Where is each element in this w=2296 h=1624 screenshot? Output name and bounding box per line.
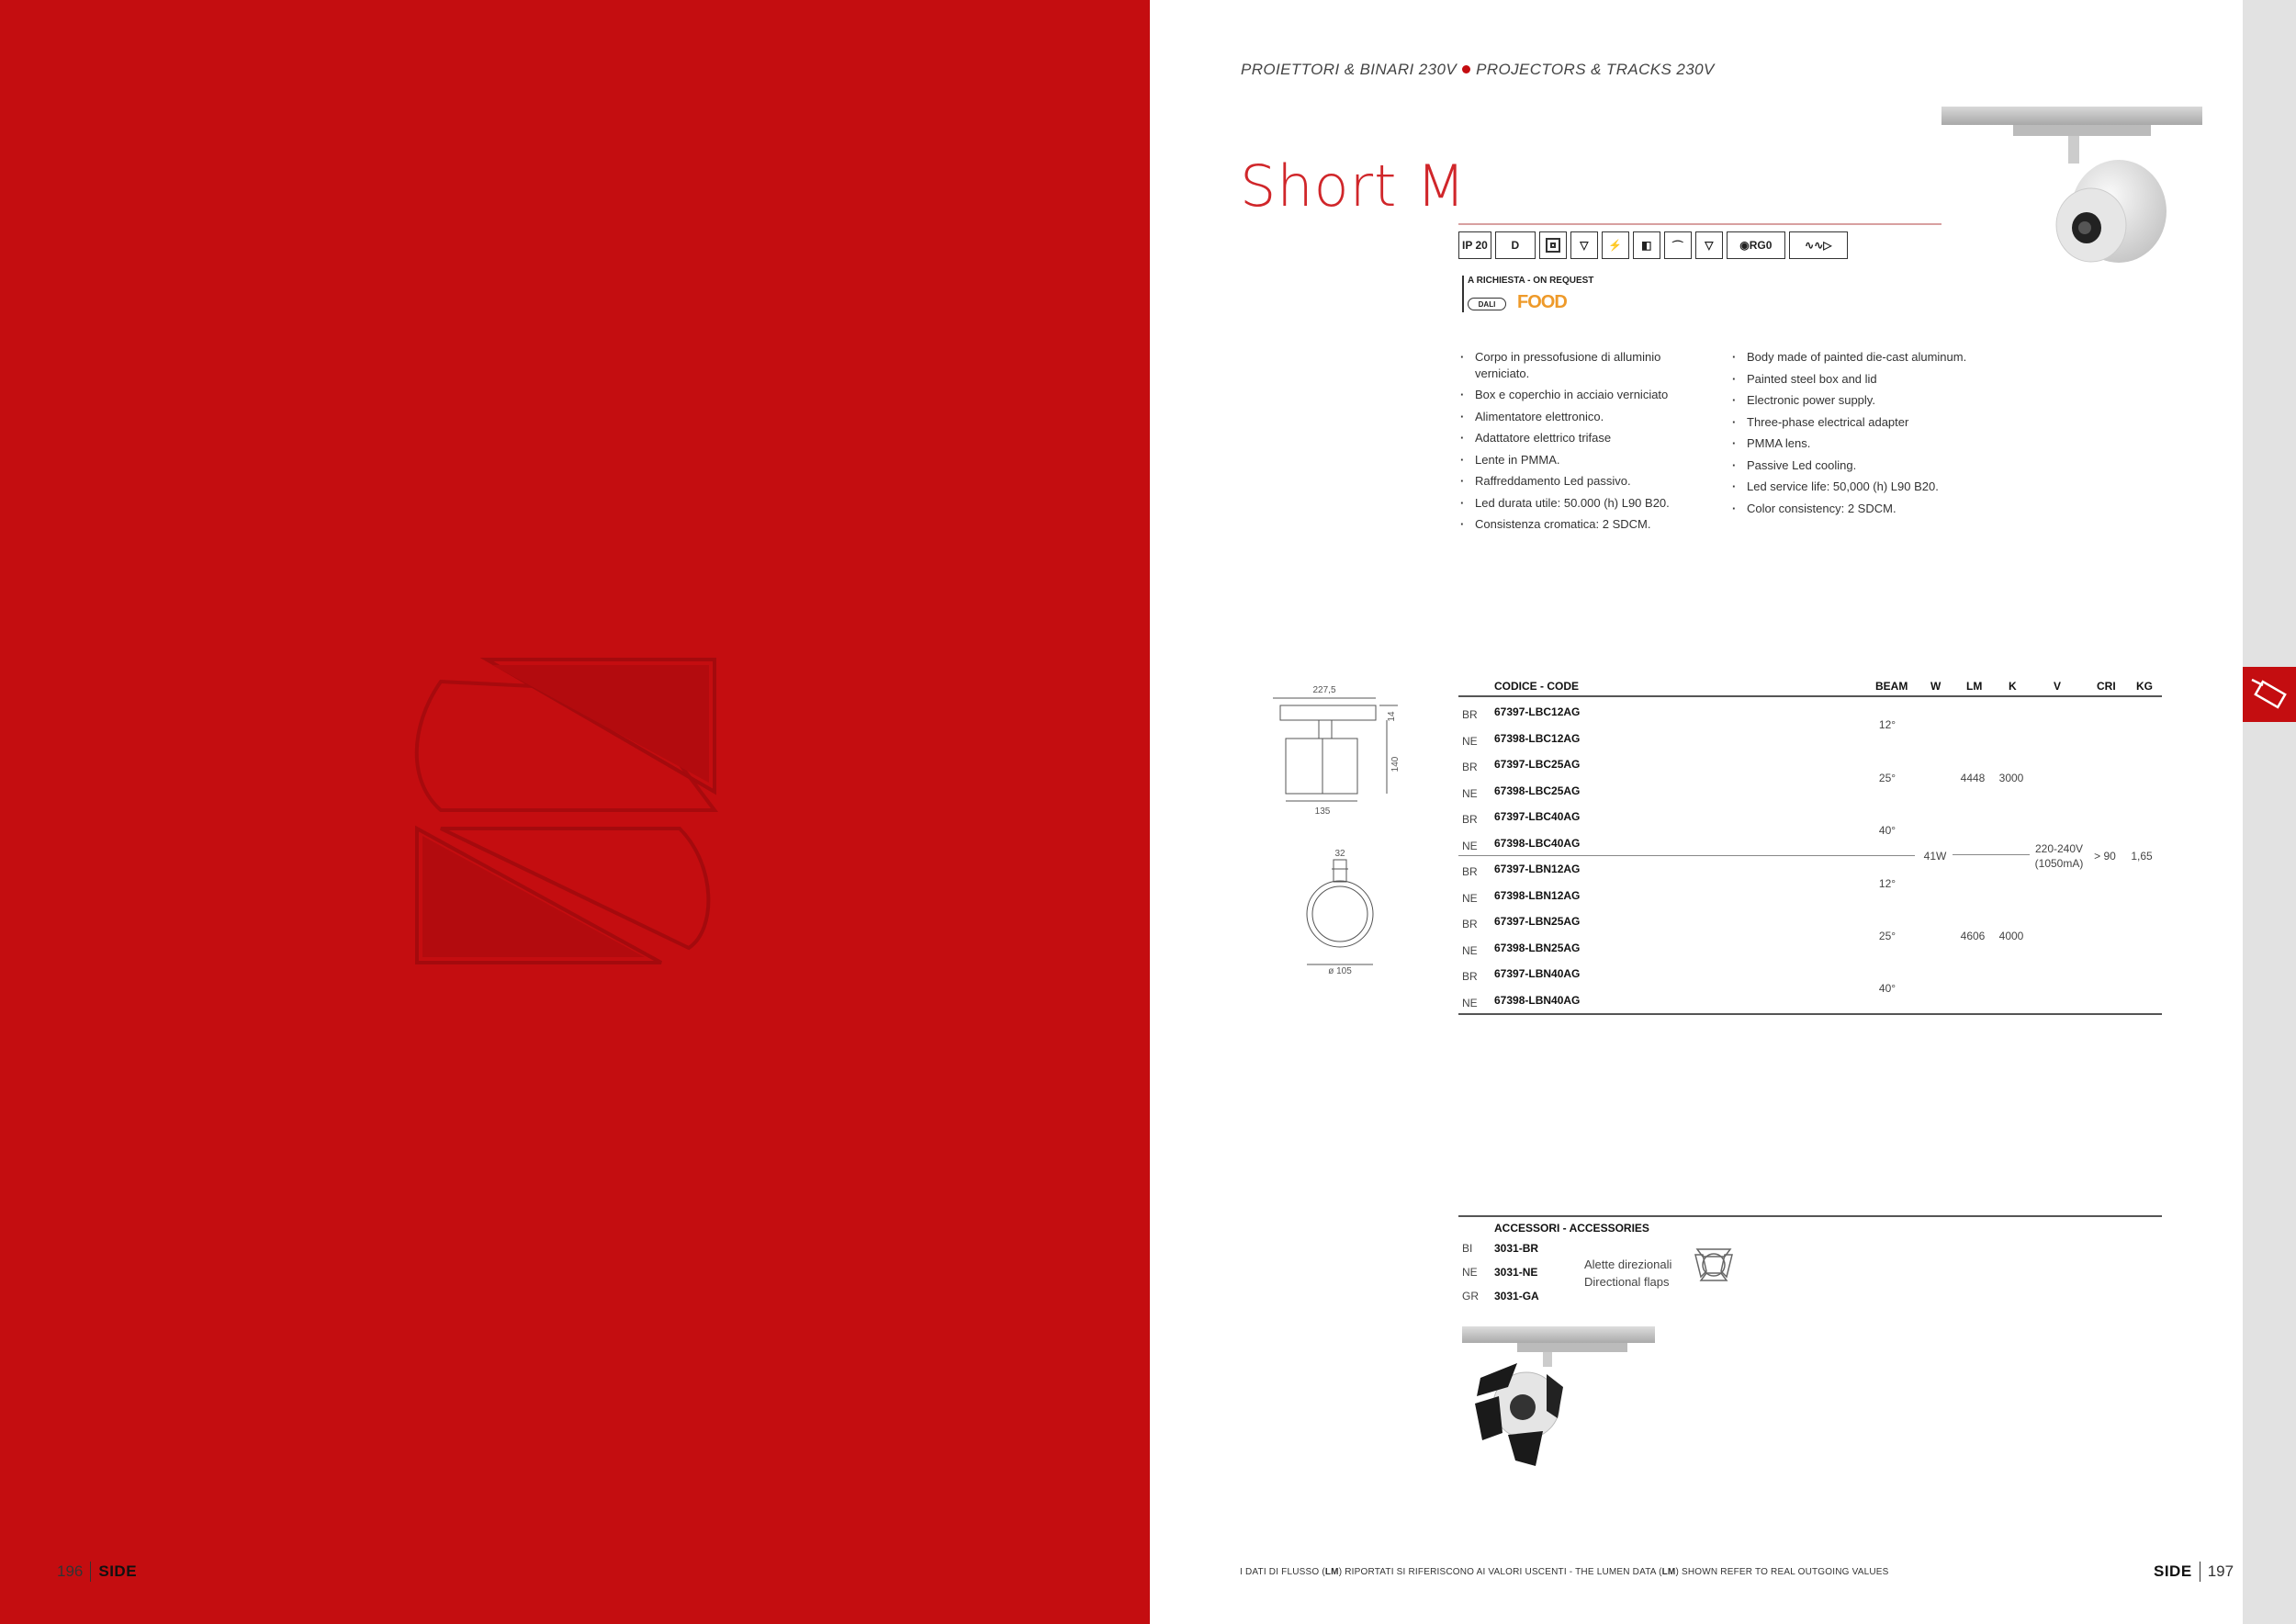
kg-cell: 1,65 [2131, 850, 2153, 863]
row-code: 67397-LBN40AG [1494, 967, 1581, 980]
col-lm-header: LM [1966, 680, 1983, 693]
dim-diameter: ø 105 [1328, 966, 1352, 976]
footnote-pre: I DATI DI FLUSSO ( [1240, 1567, 1325, 1577]
brand-label: SIDE [2154, 1562, 2192, 1580]
accessories-rule [1458, 1215, 2162, 1217]
brand-label: SIDE [98, 1562, 138, 1580]
beam-cell: 25° [1878, 772, 1896, 784]
footnote-mid: ) RIPORTATI SI RIFERISCONO AI VALORI USCENTI - THE LUMEN DATA ( [1338, 1567, 1662, 1577]
row-color: BR [1462, 708, 1478, 721]
acc-desc-en: Directional flaps [1584, 1274, 1670, 1289]
row-color: BR [1462, 970, 1478, 983]
tilt-180-icon: ▽ [1695, 231, 1723, 259]
header-dot [1462, 65, 1470, 73]
spec-item: · PMMA lens. [1730, 435, 1997, 452]
beam-cell: 40° [1878, 824, 1896, 837]
row-color: BR [1462, 761, 1478, 773]
row-color: NE [1462, 735, 1478, 748]
dim-width: 227,5 [1312, 685, 1336, 695]
col-k-header: K [2009, 680, 2017, 693]
spec-item: · Painted steel box and lid [1730, 371, 1997, 388]
row-code: 67397-LBC25AG [1494, 758, 1581, 771]
title-rule [1458, 223, 1941, 225]
row-code: 67397-LBN12AG [1494, 863, 1581, 875]
header-it: PROIETTORI & BINARI 230V [1241, 61, 1458, 78]
spec-item: · Led durata utile: 50.000 (h) L90 B20. [1458, 495, 1693, 512]
table-group-rule [1458, 855, 1915, 856]
rg0-eye-icon [1727, 231, 1785, 259]
lm-4000-cell: 4606 [1960, 930, 1986, 942]
product-photo [1940, 101, 2206, 266]
row-code: 67397-LBC12AG [1494, 705, 1581, 718]
row-code: 67398-LBC25AG [1494, 784, 1581, 797]
mount-icon: ◧ [1633, 231, 1660, 259]
food-badge: FOOD [1517, 292, 1567, 312]
row-code: 67398-LBC40AG [1494, 837, 1581, 850]
d-class-icon [1495, 231, 1536, 259]
col-kg-header: KG [2136, 680, 2153, 693]
double-insulation-icon [1539, 231, 1567, 259]
product-title: Short M [1240, 152, 1467, 220]
beam-cell: 40° [1878, 982, 1896, 995]
accessory-photo [1462, 1323, 1660, 1470]
barn-doors-icon [1688, 1242, 1739, 1288]
col-code-header: CODICE - CODE [1494, 680, 1580, 693]
row-color: NE [1462, 997, 1478, 1009]
cri-cell: > 90 [2094, 850, 2116, 863]
table-header-rule [1458, 695, 2162, 697]
row-color: NE [1462, 787, 1478, 800]
beam-cell: 12° [1878, 877, 1896, 890]
page-number: 196 [57, 1562, 84, 1580]
led-driver-icon: ⚡ [1602, 231, 1629, 259]
on-request-bar [1462, 276, 1464, 312]
row-color: NE [1462, 944, 1478, 957]
side-gray-band [2243, 0, 2296, 1624]
folio-divider [90, 1562, 91, 1582]
dim-pin: 32 [1334, 849, 1345, 859]
row-color: BR [1462, 813, 1478, 826]
acc-color: GR [1462, 1290, 1479, 1303]
acc-desc-it: Alette direzionali [1584, 1257, 1672, 1271]
row-code: 67398-LBN12AG [1494, 889, 1581, 902]
voltage-cell [2032, 841, 2087, 871]
row-color: BR [1462, 865, 1478, 878]
accessories-description [1584, 1257, 1671, 1291]
spec-item: · Color consistency: 2 SDCM. [1730, 501, 1997, 517]
dim-height: 140 [1390, 756, 1401, 773]
row-code: 67398-LBN40AG [1494, 994, 1581, 1007]
flicker-free-icon: ∿∿▷ [1789, 231, 1848, 259]
acc-code: 3031-BR [1494, 1242, 1539, 1255]
rotation-350-icon: ⌒ [1664, 231, 1692, 259]
spec-item: · Box e coperchio in acciaio verniciato [1458, 387, 1693, 403]
dimension-drawing [1258, 680, 1442, 992]
footnote-post: ) SHOWN REFER TO REAL OUTGOING VALUES [1675, 1567, 1889, 1577]
footnote-lm: LM [1324, 1567, 1339, 1577]
watt-cell: 41W [1923, 850, 1947, 863]
dim-top: 14 [1387, 711, 1397, 722]
right-page-folio [2154, 1562, 2234, 1582]
spec-item: · Passive Led cooling. [1730, 457, 1997, 474]
side-logo-watermark [404, 654, 735, 966]
col-v-header: V [2054, 680, 2062, 693]
dim-body: 135 [1314, 806, 1331, 817]
f-mark-icon: ▽ [1570, 231, 1598, 259]
k-3000-cell: 3000 [1998, 772, 2024, 784]
footnote-lm: LM [1661, 1567, 1676, 1577]
page-number: 197 [2207, 1562, 2234, 1580]
spec-item: · Consistenza cromatica: 2 SDCM. [1458, 516, 1693, 533]
row-color: NE [1462, 892, 1478, 905]
col-cri-header: CRI [2097, 680, 2116, 693]
header-en: PROJECTORS & TRACKS 230V [1476, 61, 1715, 78]
left-page-folio [57, 1562, 137, 1582]
spec-item: · Corpo in pressofusione di alluminio verniciato. [1458, 349, 1693, 381]
row-code: 67398-LBN25AG [1494, 942, 1581, 954]
on-request-label: A RICHIESTA - ON REQUEST [1468, 276, 1594, 286]
spec-item: · Electronic power supply. [1730, 392, 1997, 409]
spotlight-tab-icon [2243, 667, 2296, 722]
lm-k-connector [1953, 854, 2030, 855]
specs-italian [1458, 349, 1693, 538]
k-4000-cell: 4000 [1998, 930, 2024, 942]
lm-3000-cell: 4448 [1960, 772, 1986, 784]
spec-item: · Raffreddamento Led passivo. [1458, 473, 1693, 490]
row-color: NE [1462, 840, 1478, 852]
section-tab[interactable] [2243, 667, 2296, 722]
specs-english [1730, 349, 1997, 522]
col-w-header: W [1930, 680, 1941, 693]
lumen-footnote [1240, 1567, 1889, 1577]
beam-cell: 12° [1878, 718, 1896, 731]
spec-item: · Lente in PMMA. [1458, 452, 1693, 468]
table-bottom-rule [1458, 1013, 2162, 1015]
spec-item: · Adattatore elettrico trifase [1458, 430, 1693, 446]
spec-item: · Body made of painted die-cast aluminum. [1730, 349, 1997, 366]
spec-item: · Alimentatore elettronico. [1458, 409, 1693, 425]
spec-item: · Led service life: 50,000 (h) L90 B20. [1730, 479, 1997, 495]
acc-code: 3031-GA [1494, 1290, 1539, 1303]
certification-icons [1458, 231, 1848, 259]
spec-item: · Three-phase electrical adapter [1730, 414, 1997, 431]
acc-color: BI [1462, 1242, 1473, 1255]
section-header [1241, 61, 1715, 79]
voltage-value: 220-240V [2034, 842, 2084, 855]
row-code: 67397-LBC40AG [1494, 810, 1581, 823]
ip20-icon: IP 20 [1458, 231, 1491, 259]
rg0-label: RG0 [1749, 239, 1773, 252]
row-code: 67397-LBN25AG [1494, 915, 1581, 928]
col-beam-header: BEAM [1875, 680, 1908, 693]
acc-color: NE [1462, 1266, 1478, 1279]
row-color: BR [1462, 918, 1478, 930]
eye-icon: ◉ [1739, 239, 1750, 252]
voltage-current: (1050mA) [2034, 857, 2084, 871]
dali-badge: DALI [1468, 298, 1506, 310]
acc-code: 3031-NE [1494, 1266, 1538, 1279]
accessories-header: ACCESSORI - ACCESSORIES [1494, 1222, 1649, 1235]
row-code: 67398-LBC12AG [1494, 732, 1581, 745]
beam-cell: 25° [1878, 930, 1896, 942]
d-class-label: D [1511, 239, 1520, 252]
